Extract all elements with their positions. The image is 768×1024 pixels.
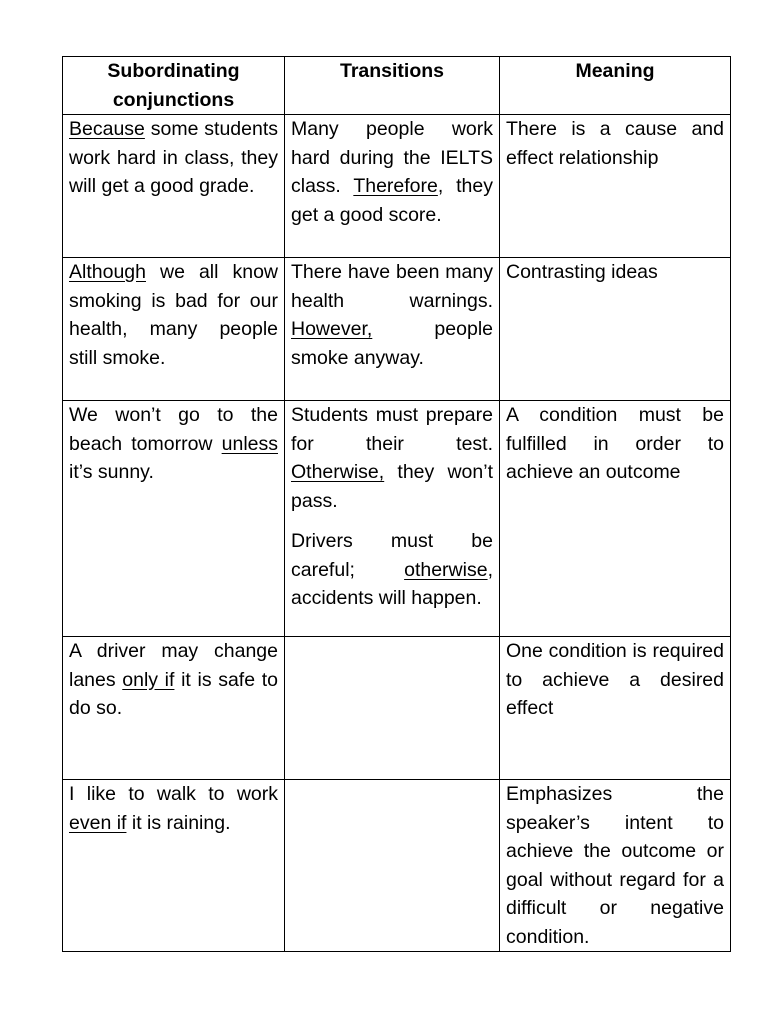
conjunction-keyword: even if [69,811,127,834]
header-transitions: Transitions [285,57,500,115]
header-subordinating: Subordinating conjunctions [63,57,285,115]
conjunction-keyword: Because [69,118,145,140]
subordinating-cell: A driver may change lanes only if it is safe to do so. [63,637,285,780]
subordinating-cell: We won’t go to the beach tomorrow unless it’s sunny. [63,401,285,637]
conjunction-keyword: Although [69,261,146,283]
meaning-cell: One condition is required to achieve a desired effect [500,637,731,780]
meaning-cell: A condition must be fulfilled in order to achieve an outcome [500,401,731,637]
transition-keyword: Therefore [353,175,438,197]
transition-cell: There have been many health warnings. However, people smoke anyway. [285,258,500,401]
transition-keyword: Otherwise, [291,461,385,483]
transition-keyword: otherwise [404,558,488,581]
meaning-cell: Contrasting ideas [500,258,731,401]
subordinating-cell: Because some students work hard in class, they will get a good grade. [63,115,285,258]
table-row [63,637,731,780]
subordinating-cell: Although we all know smoking is bad for our health, many people still smoke. [63,258,285,401]
table-row [63,401,731,637]
table-row [63,115,731,258]
transition-cell: Many people work hard during the IELTS class. Therefore, they get a good score. [285,115,500,258]
conjunction-keyword: unless [221,432,278,455]
table-row [63,780,731,952]
conjunctions-table [62,56,731,952]
header-meaning: Meaning [500,57,731,115]
transition-cell [285,637,500,780]
meaning-cell: There is a cause and effect relationship [500,115,731,258]
table-row [63,258,731,401]
meaning-cell: Emphasizes the speaker’s intent to achieve the outcome or goal without regard for a difficult or negative condition. [500,780,731,952]
conjunction-keyword: only if [122,668,175,691]
transition-cell: Students must prepare for their test. Otherwise, they won’t pass. Drivers must be careful; otherwise, accidents will happen. [285,401,500,637]
transition-keyword: However, [291,318,373,340]
transition-cell [285,780,500,952]
header-row [63,57,731,115]
subordinating-cell: I like to walk to work even if it is raining. [63,780,285,952]
